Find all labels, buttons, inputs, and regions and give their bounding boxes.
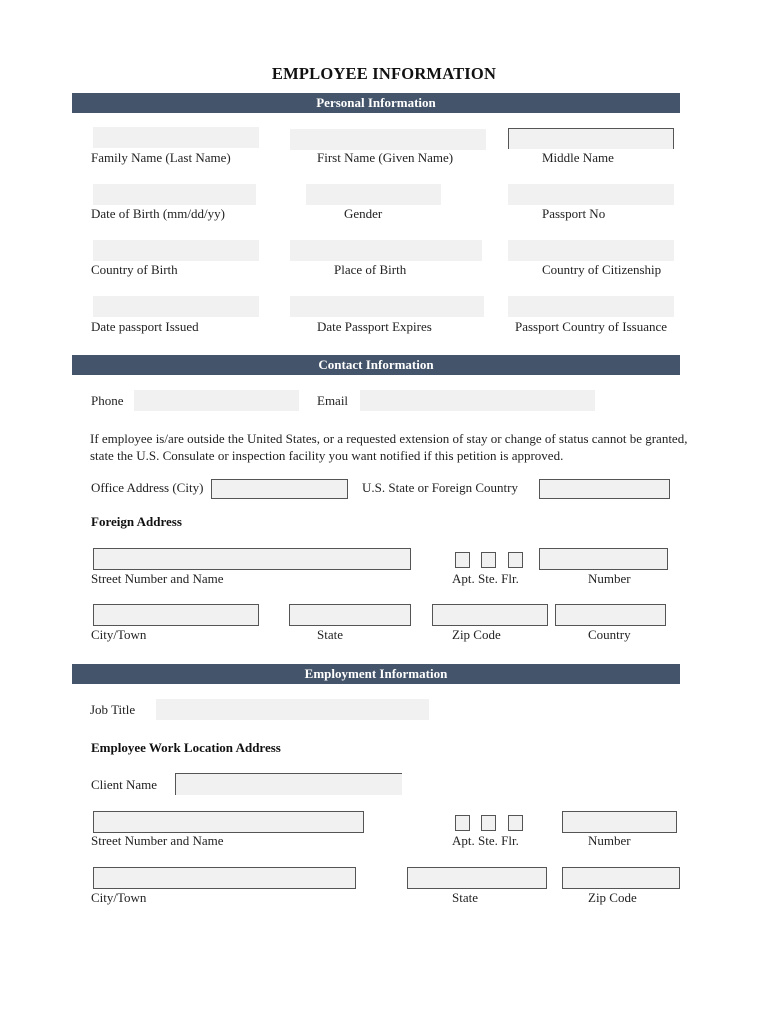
passport-country-label: Passport Country of Issuance (515, 319, 668, 334)
consulate-notice: If employee is/are outside the United States, or a requested extension of stay or change of status cannot be granted, state the U.S. Consulate or inspection facility you want notified if this petition is approved. (90, 431, 688, 463)
family-name-field[interactable] (93, 127, 259, 148)
dob-label: Date of Birth (mm/dd/yy) (91, 206, 225, 221)
section-header-employment: Employment Information (72, 664, 680, 684)
foreign-zip-field[interactable] (432, 604, 548, 626)
gender-field[interactable] (306, 184, 441, 205)
foreign-state-field[interactable] (289, 604, 411, 626)
section-header-contact: Contact Information (72, 355, 680, 375)
foreign-country-label: Country (588, 627, 631, 642)
client-name-field[interactable] (175, 773, 402, 795)
passport-no-label: Passport No (542, 206, 606, 221)
job-title-field[interactable] (156, 699, 429, 720)
country-of-birth-field[interactable] (93, 240, 259, 261)
country-of-citizenship-field[interactable] (508, 240, 674, 261)
work-number-field[interactable] (562, 811, 677, 833)
foreign-address-heading: Foreign Address (91, 514, 182, 529)
country-of-citizenship-label: Country of Citizenship (542, 262, 662, 277)
work-flr-checkbox[interactable] (508, 815, 523, 831)
work-city-label: City/Town (91, 890, 147, 905)
work-number-label: Number (588, 833, 631, 848)
foreign-street-label: Street Number and Name (91, 571, 224, 586)
gender-label: Gender (344, 206, 383, 221)
place-of-birth-field[interactable] (290, 240, 482, 261)
foreign-apt-checkbox[interactable] (455, 552, 470, 568)
work-street-label: Street Number and Name (91, 833, 224, 848)
middle-name-label: Middle Name (542, 150, 614, 165)
foreign-country-field[interactable] (555, 604, 666, 626)
passport-no-field[interactable] (508, 184, 674, 205)
place-of-birth-label: Place of Birth (334, 262, 407, 277)
passport-issued-label: Date passport Issued (91, 319, 199, 334)
office-address-label: Office Address (City) (91, 480, 204, 495)
middle-name-field[interactable] (508, 128, 674, 149)
office-address-field[interactable] (211, 479, 348, 499)
foreign-city-field[interactable] (93, 604, 259, 626)
dob-field[interactable] (93, 184, 256, 205)
work-location-heading: Employee Work Location Address (91, 740, 281, 755)
country-of-birth-label: Country of Birth (91, 262, 178, 277)
work-apt-label: Apt. Ste. Flr. (452, 833, 519, 848)
page-title: EMPLOYEE INFORMATION (271, 64, 497, 83)
phone-label: Phone (91, 393, 124, 408)
us-state-label: U.S. State or Foreign Country (362, 480, 518, 495)
foreign-number-label: Number (588, 571, 631, 586)
foreign-apt-label: Apt. Ste. Flr. (452, 571, 519, 586)
job-title-label: Job Title (90, 702, 136, 717)
foreign-number-field[interactable] (539, 548, 668, 570)
client-name-label: Client Name (91, 777, 158, 792)
passport-country-field[interactable] (508, 296, 674, 317)
phone-field[interactable] (134, 390, 299, 411)
work-zip-field[interactable] (562, 867, 680, 889)
foreign-flr-checkbox[interactable] (508, 552, 523, 568)
work-apt-checkbox[interactable] (455, 815, 470, 831)
work-state-label: State (452, 890, 478, 905)
foreign-street-field[interactable] (93, 548, 411, 570)
work-zip-label: Zip Code (588, 890, 637, 905)
first-name-field[interactable] (290, 129, 486, 150)
foreign-zip-label: Zip Code (452, 627, 501, 642)
foreign-state-label: State (317, 627, 343, 642)
work-street-field[interactable] (93, 811, 364, 833)
work-ste-checkbox[interactable] (481, 815, 496, 831)
section-header-personal: Personal Information (72, 93, 680, 113)
passport-expires-label: Date Passport Expires (317, 319, 432, 334)
work-city-field[interactable] (93, 867, 356, 889)
us-state-field[interactable] (539, 479, 670, 499)
foreign-city-label: City/Town (91, 627, 147, 642)
first-name-label: First Name (Given Name) (317, 150, 454, 165)
email-label: Email (317, 393, 349, 408)
foreign-ste-checkbox[interactable] (481, 552, 496, 568)
passport-expires-field[interactable] (290, 296, 484, 317)
family-name-label: Family Name (Last Name) (91, 150, 231, 165)
passport-issued-field[interactable] (93, 296, 259, 317)
email-field[interactable] (360, 390, 595, 411)
work-state-field[interactable] (407, 867, 547, 889)
